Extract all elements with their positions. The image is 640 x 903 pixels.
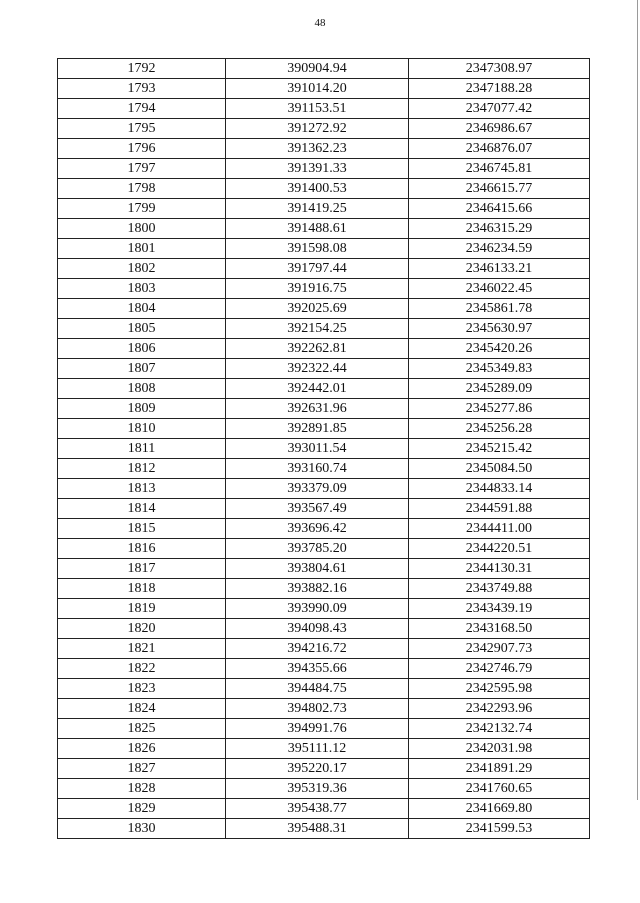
- x-coordinate-cell: 391272.92: [226, 119, 409, 139]
- table-row: [58, 799, 590, 819]
- point-number-cell: 1807: [58, 359, 226, 379]
- y-coordinate-cell: 2346234.59: [409, 239, 590, 259]
- y-coordinate-cell: 2343439.19: [409, 599, 590, 619]
- table-row: [58, 259, 590, 279]
- y-coordinate-cell: 2345277.86: [409, 399, 590, 419]
- point-number-cell: 1824: [58, 699, 226, 719]
- x-coordinate-cell: 393882.16: [226, 579, 409, 599]
- y-coordinate-cell: 2346876.07: [409, 139, 590, 159]
- point-number-cell: 1827: [58, 759, 226, 779]
- point-number-cell: 1818: [58, 579, 226, 599]
- y-coordinate-cell: 2342031.98: [409, 739, 590, 759]
- table-row: [58, 579, 590, 599]
- point-number-cell: 1817: [58, 559, 226, 579]
- x-coordinate-cell: 392262.81: [226, 339, 409, 359]
- table-row: [58, 79, 590, 99]
- table-row: [58, 599, 590, 619]
- point-number-cell: 1816: [58, 539, 226, 559]
- table-row: [58, 439, 590, 459]
- x-coordinate-cell: 391362.23: [226, 139, 409, 159]
- y-coordinate-cell: 2345420.26: [409, 339, 590, 359]
- x-coordinate-cell: 391797.44: [226, 259, 409, 279]
- table-row: [58, 199, 590, 219]
- point-number-cell: 1805: [58, 319, 226, 339]
- x-coordinate-cell: 392891.85: [226, 419, 409, 439]
- y-coordinate-cell: 2341599.53: [409, 819, 590, 839]
- point-number-cell: 1813: [58, 479, 226, 499]
- table-row: [58, 499, 590, 519]
- y-coordinate-cell: 2345215.42: [409, 439, 590, 459]
- y-coordinate-cell: 2344411.00: [409, 519, 590, 539]
- table-row: [58, 59, 590, 79]
- y-coordinate-cell: 2342746.79: [409, 659, 590, 679]
- point-number-cell: 1802: [58, 259, 226, 279]
- y-coordinate-cell: 2344591.88: [409, 499, 590, 519]
- x-coordinate-cell: 391916.75: [226, 279, 409, 299]
- point-number-cell: 1799: [58, 199, 226, 219]
- table-row: [58, 519, 590, 539]
- table-row: [58, 539, 590, 559]
- x-coordinate-cell: 392154.25: [226, 319, 409, 339]
- point-number-cell: 1798: [58, 179, 226, 199]
- point-number-cell: 1823: [58, 679, 226, 699]
- y-coordinate-cell: 2343749.88: [409, 579, 590, 599]
- y-coordinate-cell: 2342595.98: [409, 679, 590, 699]
- x-coordinate-cell: 392025.69: [226, 299, 409, 319]
- table-row: [58, 639, 590, 659]
- point-number-cell: 1814: [58, 499, 226, 519]
- x-coordinate-cell: 395488.31: [226, 819, 409, 839]
- x-coordinate-cell: 392631.96: [226, 399, 409, 419]
- point-number-cell: 1797: [58, 159, 226, 179]
- x-coordinate-cell: 393990.09: [226, 599, 409, 619]
- point-number-cell: 1829: [58, 799, 226, 819]
- point-number-cell: 1803: [58, 279, 226, 299]
- y-coordinate-cell: 2346615.77: [409, 179, 590, 199]
- x-coordinate-cell: 394098.43: [226, 619, 409, 639]
- x-coordinate-cell: 393804.61: [226, 559, 409, 579]
- point-number-cell: 1830: [58, 819, 226, 839]
- table-row: [58, 279, 590, 299]
- table-row: [58, 659, 590, 679]
- point-number-cell: 1819: [58, 599, 226, 619]
- table-row: [58, 619, 590, 639]
- table-row: [58, 319, 590, 339]
- point-number-cell: 1795: [58, 119, 226, 139]
- table-row: [58, 419, 590, 439]
- table-row: [58, 219, 590, 239]
- point-number-cell: 1794: [58, 99, 226, 119]
- x-coordinate-cell: 393785.20: [226, 539, 409, 559]
- table-row: [58, 559, 590, 579]
- y-coordinate-cell: 2345256.28: [409, 419, 590, 439]
- x-coordinate-cell: 391488.61: [226, 219, 409, 239]
- point-number-cell: 1811: [58, 439, 226, 459]
- y-coordinate-cell: 2342293.96: [409, 699, 590, 719]
- y-coordinate-cell: 2344130.31: [409, 559, 590, 579]
- x-coordinate-cell: 393567.49: [226, 499, 409, 519]
- y-coordinate-cell: 2347077.42: [409, 99, 590, 119]
- table-row: [58, 99, 590, 119]
- y-coordinate-cell: 2346315.29: [409, 219, 590, 239]
- y-coordinate-cell: 2341760.65: [409, 779, 590, 799]
- y-coordinate-cell: 2343168.50: [409, 619, 590, 639]
- y-coordinate-cell: 2342132.74: [409, 719, 590, 739]
- table-row: [58, 359, 590, 379]
- point-number-cell: 1828: [58, 779, 226, 799]
- table-row: [58, 819, 590, 839]
- x-coordinate-cell: 394355.66: [226, 659, 409, 679]
- x-coordinate-cell: 394216.72: [226, 639, 409, 659]
- y-coordinate-cell: 2347308.97: [409, 59, 590, 79]
- y-coordinate-cell: 2344833.14: [409, 479, 590, 499]
- x-coordinate-cell: 391153.51: [226, 99, 409, 119]
- x-coordinate-cell: 390904.94: [226, 59, 409, 79]
- x-coordinate-cell: 393160.74: [226, 459, 409, 479]
- x-coordinate-cell: 394991.76: [226, 719, 409, 739]
- table-row: [58, 179, 590, 199]
- point-number-cell: 1812: [58, 459, 226, 479]
- table-row: [58, 719, 590, 739]
- x-coordinate-cell: 391014.20: [226, 79, 409, 99]
- table-row: [58, 459, 590, 479]
- x-coordinate-cell: 395319.36: [226, 779, 409, 799]
- point-number-cell: 1793: [58, 79, 226, 99]
- y-coordinate-cell: 2341891.29: [409, 759, 590, 779]
- table-row: [58, 119, 590, 139]
- point-number-cell: 1825: [58, 719, 226, 739]
- y-coordinate-cell: 2345289.09: [409, 379, 590, 399]
- y-coordinate-cell: 2346133.21: [409, 259, 590, 279]
- x-coordinate-cell: 393011.54: [226, 439, 409, 459]
- point-number-cell: 1826: [58, 739, 226, 759]
- table-row: [58, 339, 590, 359]
- point-number-cell: 1796: [58, 139, 226, 159]
- point-number-cell: 1804: [58, 299, 226, 319]
- table-body: [58, 59, 590, 839]
- x-coordinate-cell: 395438.77: [226, 799, 409, 819]
- x-coordinate-cell: 395220.17: [226, 759, 409, 779]
- y-coordinate-cell: 2347188.28: [409, 79, 590, 99]
- point-number-cell: 1809: [58, 399, 226, 419]
- coordinates-table: [57, 58, 590, 839]
- point-number-cell: 1801: [58, 239, 226, 259]
- table-row: [58, 239, 590, 259]
- point-number-cell: 1815: [58, 519, 226, 539]
- y-coordinate-cell: 2346986.67: [409, 119, 590, 139]
- point-number-cell: 1792: [58, 59, 226, 79]
- y-coordinate-cell: 2346415.66: [409, 199, 590, 219]
- y-coordinate-cell: 2345084.50: [409, 459, 590, 479]
- table-row: [58, 739, 590, 759]
- table-row: [58, 299, 590, 319]
- x-coordinate-cell: 391391.33: [226, 159, 409, 179]
- table-row: [58, 699, 590, 719]
- x-coordinate-cell: 391400.53: [226, 179, 409, 199]
- point-number-cell: 1800: [58, 219, 226, 239]
- x-coordinate-cell: 392322.44: [226, 359, 409, 379]
- y-coordinate-cell: 2346745.81: [409, 159, 590, 179]
- point-number-cell: 1810: [58, 419, 226, 439]
- y-coordinate-cell: 2344220.51: [409, 539, 590, 559]
- x-coordinate-cell: 394484.75: [226, 679, 409, 699]
- table-row: [58, 759, 590, 779]
- table-row: [58, 159, 590, 179]
- x-coordinate-cell: 394802.73: [226, 699, 409, 719]
- table-row: [58, 399, 590, 419]
- scan-edge-line: [637, 0, 638, 800]
- point-number-cell: 1820: [58, 619, 226, 639]
- point-number-cell: 1808: [58, 379, 226, 399]
- coordinates-table-container: [57, 58, 589, 839]
- y-coordinate-cell: 2346022.45: [409, 279, 590, 299]
- table-row: [58, 679, 590, 699]
- table-row: [58, 379, 590, 399]
- point-number-cell: 1806: [58, 339, 226, 359]
- table-row: [58, 479, 590, 499]
- y-coordinate-cell: 2345349.83: [409, 359, 590, 379]
- x-coordinate-cell: 391598.08: [226, 239, 409, 259]
- y-coordinate-cell: 2345861.78: [409, 299, 590, 319]
- table-row: [58, 779, 590, 799]
- page-number: 48: [314, 17, 326, 29]
- table-row: [58, 139, 590, 159]
- x-coordinate-cell: 392442.01: [226, 379, 409, 399]
- x-coordinate-cell: 395111.12: [226, 739, 409, 759]
- x-coordinate-cell: 391419.25: [226, 199, 409, 219]
- point-number-cell: 1822: [58, 659, 226, 679]
- y-coordinate-cell: 2341669.80: [409, 799, 590, 819]
- y-coordinate-cell: 2345630.97: [409, 319, 590, 339]
- x-coordinate-cell: 393696.42: [226, 519, 409, 539]
- x-coordinate-cell: 393379.09: [226, 479, 409, 499]
- point-number-cell: 1821: [58, 639, 226, 659]
- y-coordinate-cell: 2342907.73: [409, 639, 590, 659]
